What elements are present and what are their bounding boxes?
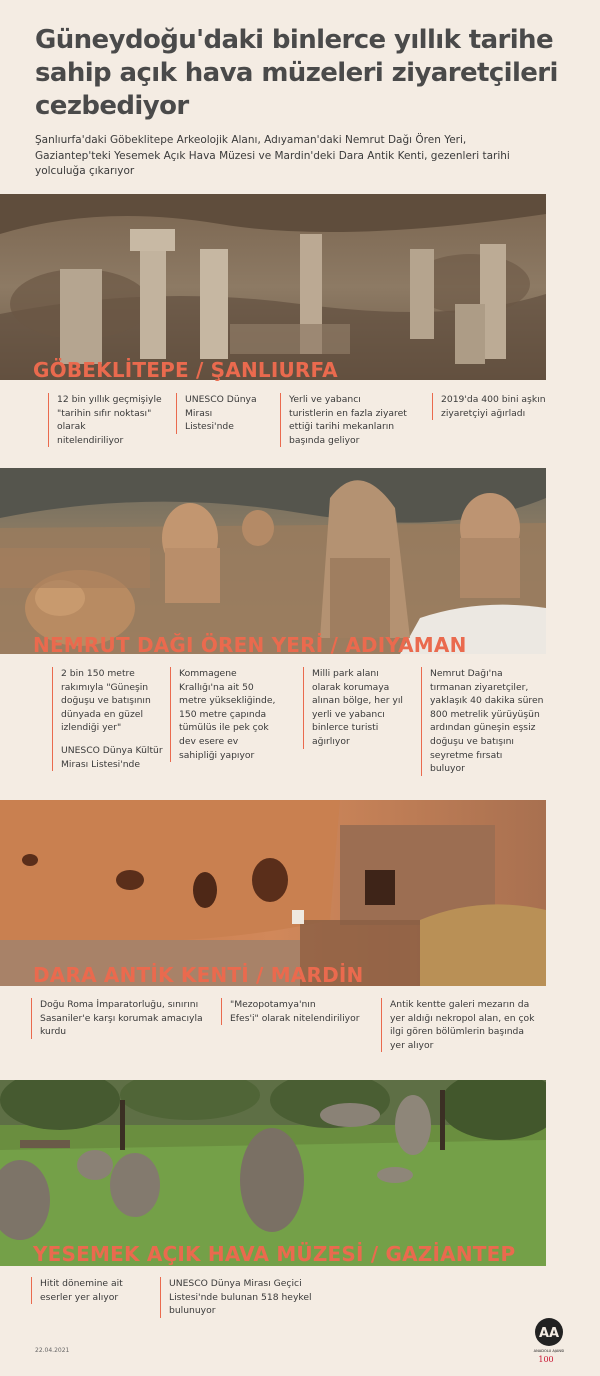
fact <box>52 667 172 771</box>
fact <box>31 1277 151 1304</box>
logo-badge: 100 <box>538 1355 554 1364</box>
logo-mark: AA <box>538 1326 560 1341</box>
fact <box>31 998 221 1039</box>
subtitle-line: yolculuğa çıkarıyor <box>35 165 135 177</box>
anadolu-agency-logo <box>528 1316 570 1366</box>
fact-text: 12 bin yıllık geçmişiyle "tarihin sıfır noktası" olarak nitelendiriliyor <box>57 394 162 446</box>
fact <box>176 393 286 434</box>
gobeklitepe-title: GÖBEKLİTEPE / ŞANLIURFA <box>33 358 338 382</box>
fact-text: Milli park alanı olarak korumaya alınan bölge, her yıl yerli ve yabancı binlerce turisti ağırlıyor <box>312 668 403 747</box>
gobeklitepe-photo <box>0 194 546 380</box>
fact <box>280 393 420 447</box>
title-line: sahip açık hava müzeleri ziyaretçileri <box>35 58 558 88</box>
fact <box>170 667 290 762</box>
dara-photo <box>0 800 546 986</box>
nemrut-photo <box>0 468 546 654</box>
yesemek-title: YESEMEK AÇIK HAVA MÜZESİ / GAZİANTEP <box>33 1242 516 1266</box>
fact-text: 2 bin 150 metre rakımıyla "Güneşin doğuşu ve batışının dünyada en güzel izlendiği yer" <box>61 668 151 734</box>
subtitle-line: Şanlıurfa'daki Göbeklitepe Arkeolojik Alanı, Adıyaman'daki Nemrut Dağı Ören Yeri, <box>35 134 467 146</box>
fact <box>48 393 178 447</box>
fact-text: UNESCO Dünya Mirası Geçici Listesi'nde bulunan 518 heykel bulunuyor <box>169 1278 312 1317</box>
yesemek-photo <box>0 1080 546 1266</box>
fact-text: 2019'da 400 bini aşkın ziyaretçiyi ağırladı <box>441 394 546 419</box>
title-line: Güneydoğu'daki binlerce yıllık tarihe <box>35 25 553 55</box>
fact <box>303 667 423 749</box>
fact-text: "Mezopotamya'nın Efes'i" olarak nitelendiriliyor <box>230 999 360 1024</box>
subtitle-line: Gaziantep'teki Yesemek Açık Hava Müzesi ve Mardin'deki Dara Antik Kenti, gezenleri tarihi <box>35 149 510 162</box>
nemrut-title: NEMRUT DAĞI ÖREN YERİ / ADIYAMAN <box>33 633 467 657</box>
fact <box>432 393 562 420</box>
fact <box>221 998 391 1025</box>
fact-text: Antik kentte galeri mezarın da yer aldığı nekropol alan, en çok ilgi gören bölümlerin başında yer alıyor <box>390 999 535 1051</box>
dara-title: DARA ANTİK KENTİ / MARDİN <box>33 963 364 987</box>
fact <box>421 667 561 776</box>
logo-caption: ANADOLU AJANSI <box>533 1349 565 1353</box>
fact-text: UNESCO Dünya Kültür Mirası Listesi'nde <box>61 744 163 770</box>
page-subtitle <box>35 133 575 180</box>
fact-text: Doğu Roma İmparatorluğu, sınırını Sasaniler'e karşı korumak amacıyla kurdu <box>40 999 203 1038</box>
fact-text: Kommagene Krallığı'na ait 50 metre yüksekliğinde, 150 metre çapında tümülüs ile pek çok dev esere ev sahipliği yapıyor <box>179 668 276 761</box>
fact-text: Yerli ve yabancı turistlerin en fazla ziyaret ettiği tarihi mekanların başında geliyor <box>289 394 407 446</box>
title-line: cezbediyor <box>35 91 189 121</box>
fact-text: Nemrut Dağı'na tırmanan ziyaretçiler, yaklaşık 40 dakika süren 800 metrelik yürüyüşün ardından güneşin eşsiz doğuşu ve batışını seyretme fırsatı buluyor <box>430 668 544 775</box>
page-title <box>35 24 575 123</box>
fact <box>381 998 561 1052</box>
publish-date: 22.04.2021 <box>35 1347 70 1354</box>
fact-text: Hitit dönemine ait eserler yer alıyor <box>40 1278 123 1303</box>
fact <box>160 1277 350 1318</box>
fact-text: UNESCO Dünya Mirası Listesi'nde <box>185 394 257 433</box>
